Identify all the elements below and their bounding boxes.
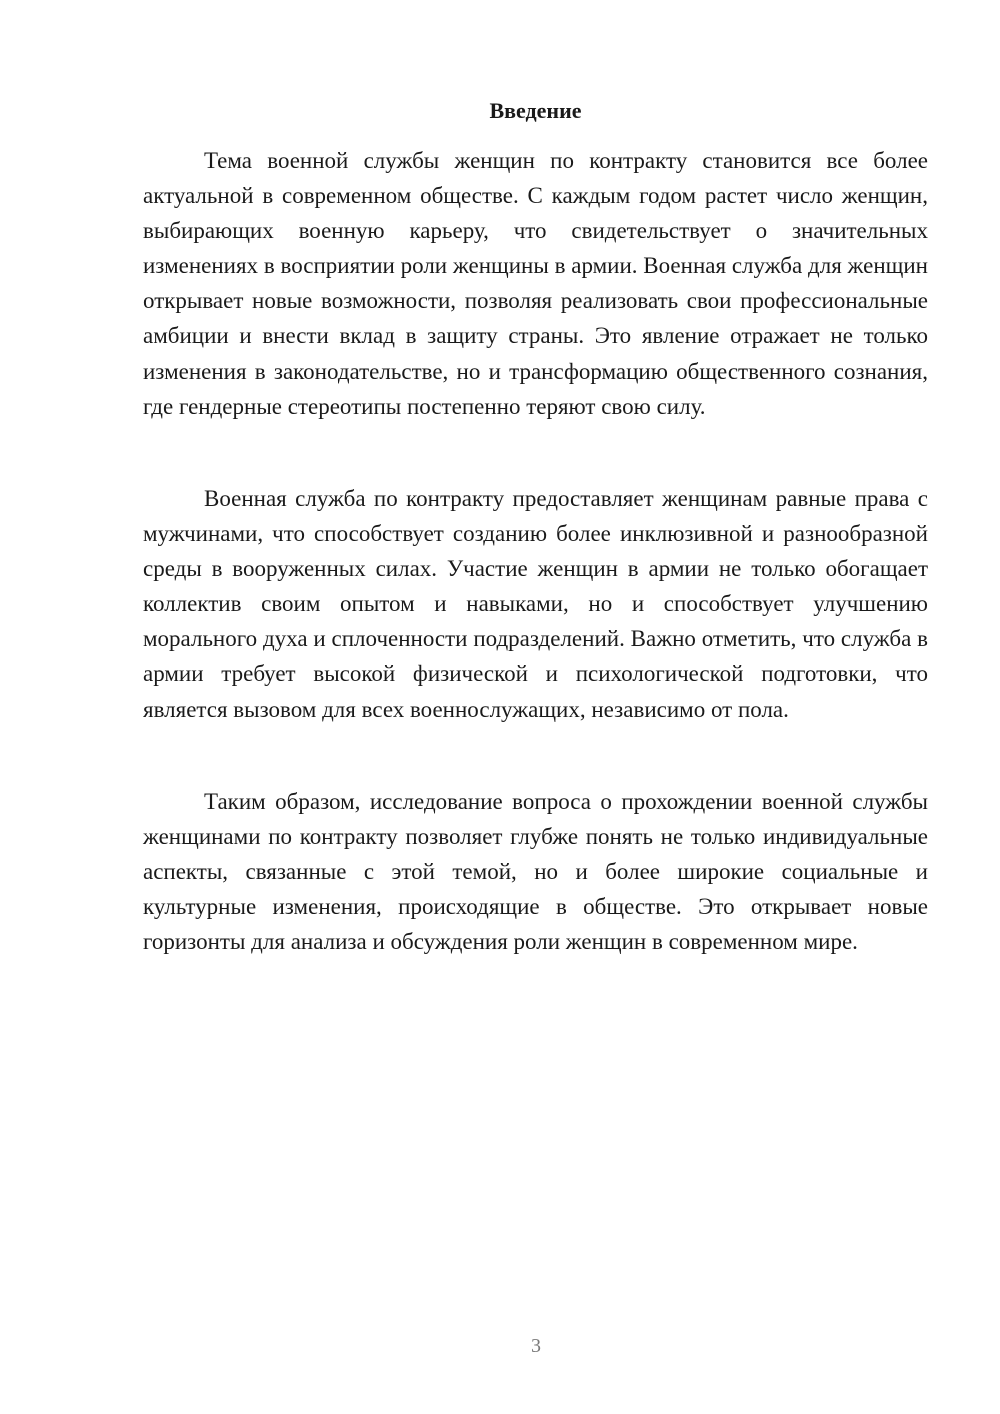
paragraph-block: [143, 143, 928, 424]
paragraph: Таким образом, исследование вопроса о прохождении военной службы женщинами по контракту позволяет глубже понять не только индивидуальные аспекты, связанные с этой темой, но и более широкие социальные и культурные изменения, происходящие в обществе. Это открывает новые горизонты для анализа и обсуждения роли женщин в современном мире.: [143, 789, 928, 955]
paragraph-block: [143, 481, 928, 727]
paragraph: Тема военной службы женщин по контракту становится все более актуальной в современном обществе. С каждым годом растет число женщин, выбирающих военную карьеру, что свидетельствует о значительных изменениях в восприятии роли женщины в армии. Военная служба для женщин открывает новые возможности, позволяя реализовать свои профессиональные амбиции и внести вклад в защиту страны. Это явление отражает не только изменения в законодательстве, но и трансформацию общественного сознания, где гендерные стереотипы постепенно теряют свою силу.: [143, 148, 928, 419]
paragraph-block: [143, 784, 928, 959]
paragraph: Военная служба по контракту предоставляет женщинам равные права с мужчинами, что способствует созданию более инклюзивной и разнообразной среды в вооруженных силах. Участие женщин в армии не только обогащает коллектив своим опытом и навыками, но и способствует улучшению морального духа и сплоченности подразделений. Важно отметить, что служба в армии требует высокой физической и психологической подготовки, что является вызовом для всех военнослужащих, независимо от пола.: [143, 486, 928, 722]
section-heading: Введение: [489, 98, 582, 123]
page-number: 3: [531, 1335, 541, 1357]
